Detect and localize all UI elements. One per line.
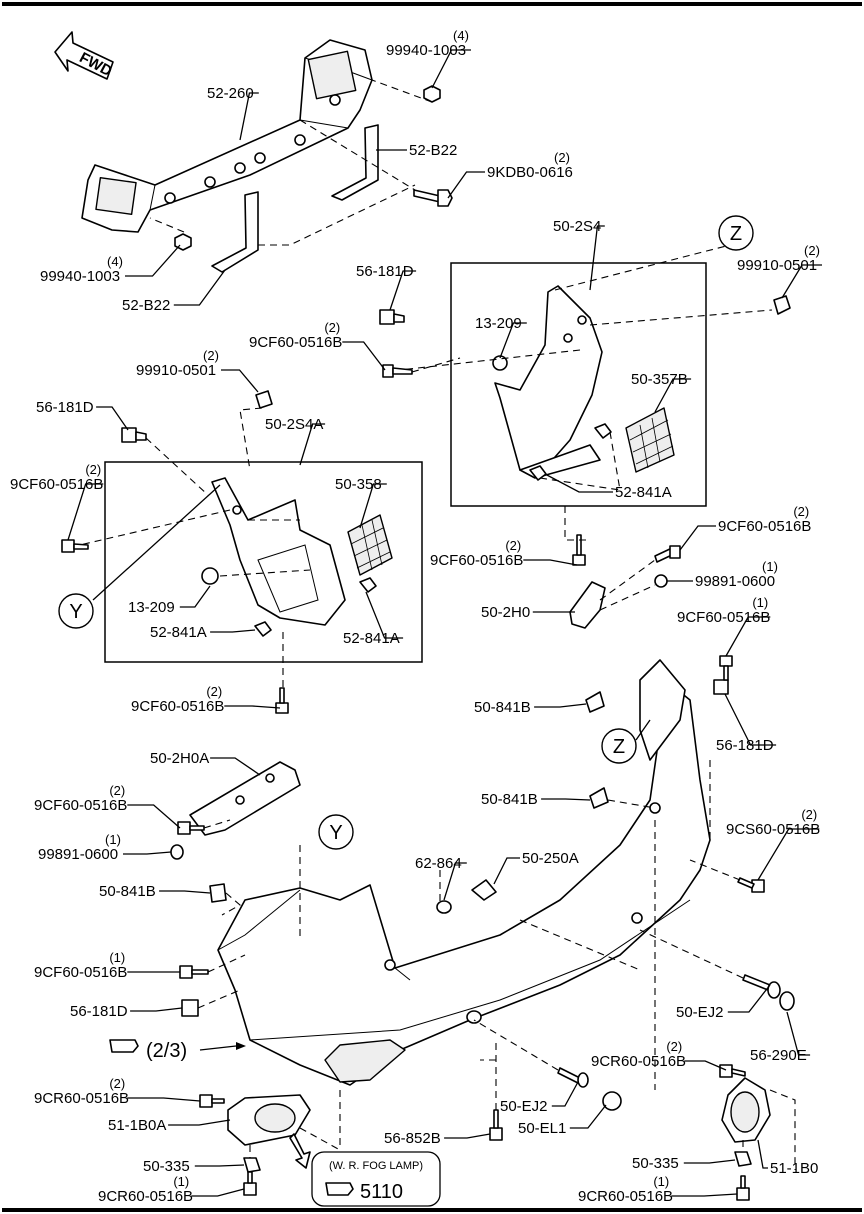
part-label-50-ej2[interactable]: 50-EJ2: [676, 1004, 724, 1021]
part-label-50-2s4a[interactable]: 50-2S4A: [265, 416, 324, 433]
leader-line: [758, 1140, 768, 1168]
part-label-52-841a[interactable]: 52-841A: [150, 624, 207, 641]
cap-50-el1[interactable]: [603, 1092, 621, 1110]
part-label-56-181d[interactable]: 56-181D: [356, 263, 414, 280]
part-qty: (1): [762, 559, 778, 574]
callout-y-upper: [59, 594, 93, 628]
fwd-arrow: [55, 32, 115, 80]
y-label-upper: Y: [69, 601, 83, 623]
cap-62-864[interactable]: [437, 901, 451, 913]
z-label-lower: Z: [612, 736, 626, 758]
clip-56-181d-rightmid[interactable]: [714, 680, 728, 694]
part-label-52-841a[interactable]: 52-841A: [343, 630, 400, 647]
part-label-9cf60-0516b[interactable]: 9CF60-0516B: [10, 476, 104, 493]
leader-line: [570, 1105, 606, 1128]
fog-lamp-51-1b0[interactable]: [722, 1078, 770, 1142]
leader-line: [191, 1189, 244, 1196]
part-label-13-209[interactable]: 13-209: [128, 599, 175, 616]
leader-line: [448, 172, 485, 198]
clip-50-841b-left[interactable]: [210, 884, 226, 902]
leader-line: [127, 805, 180, 828]
leader-line: [541, 799, 590, 800]
part-label-50-ej2[interactable]: 50-EJ2: [500, 1098, 548, 1115]
leader-line: [125, 245, 180, 276]
callout-z-lower: [602, 729, 636, 763]
part-qty: (2): [203, 348, 219, 363]
part-label-9kdb0-0616[interactable]: 9KDB0-0616: [487, 164, 573, 181]
part-label-50-2h0a[interactable]: 50-2H0A: [150, 750, 210, 767]
part-label-56-181d[interactable]: 56-181D: [36, 399, 94, 416]
bracket-52-b22-left[interactable]: [212, 192, 258, 272]
part-label-99910-0501[interactable]: 99910-0501: [136, 362, 217, 379]
leader-line: [342, 342, 385, 370]
clip-50-335-right[interactable]: [735, 1152, 751, 1166]
part-label-50-2s4[interactable]: 50-2S4: [553, 218, 602, 235]
fog-lamp-arrow: [290, 1134, 310, 1168]
fwd-label: FWD: [76, 49, 115, 81]
nut-52-841a-mid[interactable]: [360, 578, 376, 592]
bolt-9cf60-left-cover[interactable]: [180, 966, 208, 978]
bolt-9cf60-right[interactable]: [383, 365, 412, 377]
leader-line: [680, 526, 716, 550]
leader-line: [210, 758, 260, 775]
part-label-52-260[interactable]: 52-260: [207, 85, 254, 102]
part-label-9cs60-0516b[interactable]: 9CS60-0516B: [726, 821, 821, 838]
part-qty: (2): [801, 807, 818, 822]
bolt-9cf60-rightmid[interactable]: [720, 656, 732, 680]
part-label-52-841a[interactable]: 52-841A: [615, 484, 672, 501]
leader-line: [210, 630, 255, 632]
leader-line: [96, 407, 128, 430]
bolt-9cr60-left-bottom[interactable]: [244, 1172, 256, 1195]
bracket-50-250a[interactable]: [472, 880, 496, 900]
clip-99910-right[interactable]: [774, 296, 790, 314]
leader-line: [221, 370, 258, 392]
part-label-52-b22[interactable]: 52-B22: [409, 142, 458, 159]
bracket-50-2s4a[interactable]: [212, 478, 345, 625]
part-label-50-335[interactable]: 50-335: [632, 1155, 679, 1172]
fog-lamp-condition: (W. R. FOG LAMP): [328, 1160, 424, 1172]
nut-52-841a-left[interactable]: [255, 622, 271, 636]
callout-z-top: [719, 216, 753, 250]
page-ref-label: (2/3): [146, 1040, 188, 1062]
bolt-9cr60-left-top[interactable]: [200, 1095, 224, 1107]
nut-52-841a-right2[interactable]: [595, 424, 611, 438]
hand-pointer-icon: [326, 1183, 353, 1195]
bolt-9cf60-left-lower[interactable]: [276, 688, 288, 713]
part-label-52-b22[interactable]: 52-B22: [122, 297, 171, 314]
leader-line: [159, 891, 210, 893]
leader-line: [545, 474, 613, 492]
y-label-lower: Y: [329, 822, 343, 844]
part-label-56-290e[interactable]: 56-290E: [750, 1047, 807, 1064]
part-label-50-250a[interactable]: 50-250A: [522, 850, 579, 867]
part-label-56-181d[interactable]: 56-181D: [716, 737, 774, 754]
part-label-9cf60-0516b[interactable]: 9CF60-0516B: [34, 797, 128, 814]
leader-line: [494, 858, 520, 884]
leader-line: [123, 852, 171, 854]
leader-line: [534, 704, 586, 707]
part-qty: (2): [206, 684, 223, 699]
part-label-9cr60-0516b[interactable]: 9CR60-0516B: [98, 1188, 194, 1205]
washer-99891-rmid[interactable]: [655, 575, 667, 587]
leader-line: [174, 270, 225, 305]
part-qty: (2): [554, 150, 570, 165]
part-label-9cf60-0516b[interactable]: 9CF60-0516B: [249, 334, 343, 351]
part-qty: (2): [324, 320, 341, 335]
washer-99891-left[interactable]: [171, 845, 183, 859]
part-label-9cf60-0516b[interactable]: 9CF60-0516B: [34, 964, 128, 981]
clip-56-181d-left[interactable]: [122, 428, 146, 442]
bumper-cover[interactable]: [218, 660, 710, 1085]
leader-line: [180, 586, 210, 607]
part-qty: (1): [653, 1174, 670, 1189]
part-qty: (2): [804, 243, 820, 258]
part-label-9cf60-0516b[interactable]: 9CF60-0516B: [430, 552, 524, 569]
part-label-13-209[interactable]: 13-209: [475, 315, 522, 332]
leader-line: [523, 560, 577, 565]
bolt-9kdb0[interactable]: [414, 190, 452, 206]
part-qty: (2): [109, 783, 126, 798]
part-label-50-358[interactable]: 50-358: [335, 476, 382, 493]
part-qty: (4): [453, 28, 469, 43]
part-qty: (1): [173, 1174, 190, 1189]
part-label-99891-0600[interactable]: 99891-0600: [38, 846, 119, 863]
bolt-9cr60-right-top[interactable]: [720, 1065, 745, 1077]
part-label-99891-0600[interactable]: 99891-0600: [695, 573, 776, 590]
bracket-50-2h0[interactable]: [570, 582, 605, 628]
clip-50-841b-right[interactable]: [590, 788, 608, 808]
part-label-50-el1[interactable]: 50-EL1: [518, 1120, 567, 1137]
page-ref[interactable]: [110, 1040, 246, 1062]
hand-pointer-icon: [110, 1040, 138, 1052]
leader-line: [444, 1134, 490, 1138]
bolt-50-ej2-center[interactable]: [558, 1068, 588, 1087]
clip-56-181d-left-cover[interactable]: [182, 1000, 198, 1016]
fog-lamp-51-1b0a[interactable]: [228, 1095, 310, 1145]
leader-line: [684, 1160, 735, 1163]
clip-56-181d-right[interactable]: [380, 310, 404, 324]
part-label-99940-1003[interactable]: 99940-1003: [386, 42, 467, 59]
grommet-56-290e[interactable]: [780, 992, 794, 1010]
clip-50-841b-right-top[interactable]: [586, 692, 604, 712]
part-label-9cr60-0516b[interactable]: 9CR60-0516B: [591, 1053, 687, 1070]
clip-13-209-left[interactable]: [202, 568, 218, 584]
part-qty: (2): [666, 1039, 683, 1054]
bumper-reinforcement[interactable]: [82, 40, 372, 232]
part-label-50-841b[interactable]: 50-841B: [99, 883, 156, 900]
bolt-9cr60-right-bottom[interactable]: [737, 1176, 749, 1200]
part-qty: (1): [752, 595, 769, 610]
pad-50-358[interactable]: [348, 515, 392, 575]
bracket-50-2h0a[interactable]: [190, 762, 300, 835]
part-label-9cr60-0516b[interactable]: 9CR60-0516B: [578, 1188, 674, 1205]
part-qty: (2): [85, 462, 102, 477]
z-label-top: Z: [729, 223, 743, 245]
leader-line: [552, 1082, 578, 1106]
bolt-9cf60-rmid[interactable]: [655, 546, 680, 562]
fog-lamp-ref: 5110: [360, 1181, 404, 1203]
leader-line: [671, 1194, 737, 1196]
part-label-50-2h0[interactable]: 50-2H0: [481, 604, 531, 621]
leader-line: [224, 706, 280, 708]
part-label-50-357b[interactable]: 50-357B: [631, 371, 688, 388]
part-label-56-852b[interactable]: 56-852B: [384, 1130, 441, 1147]
bracket-52-b22-right[interactable]: [332, 125, 378, 200]
part-qty: (1): [105, 832, 121, 847]
leader-line: [127, 1098, 200, 1101]
part-label-9cf60-0516b[interactable]: 9CF60-0516B: [131, 698, 225, 715]
part-qty: (2): [505, 538, 522, 553]
part-qty: (2): [793, 504, 810, 519]
part-label-99940-1003[interactable]: 99940-1003: [40, 268, 121, 285]
part-label-56-181d[interactable]: 56-181D: [70, 1003, 128, 1020]
part-label-9cr60-0516b[interactable]: 9CR60-0516B: [34, 1090, 130, 1107]
pad-50-357b[interactable]: [626, 408, 674, 472]
part-label-99910-0501[interactable]: 99910-0501: [737, 257, 818, 274]
part-label-50-841b[interactable]: 50-841B: [474, 699, 531, 716]
part-qty: (2): [109, 1076, 126, 1091]
part-label-50-335[interactable]: 50-335: [143, 1158, 190, 1175]
clip-99910-left[interactable]: [256, 391, 272, 408]
part-label-9cf60-0516b[interactable]: 9CF60-0516B: [718, 518, 812, 535]
fog-lamp-note[interactable]: [312, 1152, 440, 1206]
part-label-51-1b0[interactable]: 51-1B0: [770, 1160, 819, 1177]
callout-y-lower: [319, 815, 353, 849]
part-qty: (4): [107, 254, 123, 269]
part-label-50-841b[interactable]: 50-841B: [481, 791, 538, 808]
leader-line: [195, 1165, 244, 1166]
part-label-62-864[interactable]: 62-864: [415, 855, 462, 872]
bolt-9cs60-right[interactable]: [738, 878, 764, 892]
part-qty: (1): [109, 950, 126, 965]
bolt-50-ej2-right[interactable]: [743, 975, 780, 998]
leader-line: [130, 1008, 182, 1011]
part-label-51-1b0a[interactable]: 51-1B0A: [108, 1117, 167, 1134]
part-label-9cf60-0516b[interactable]: 9CF60-0516B: [677, 609, 771, 626]
clip-50-335-left[interactable]: [244, 1158, 260, 1172]
bolt-9cf60-left[interactable]: [62, 540, 88, 552]
leader-line: [168, 1120, 230, 1125]
